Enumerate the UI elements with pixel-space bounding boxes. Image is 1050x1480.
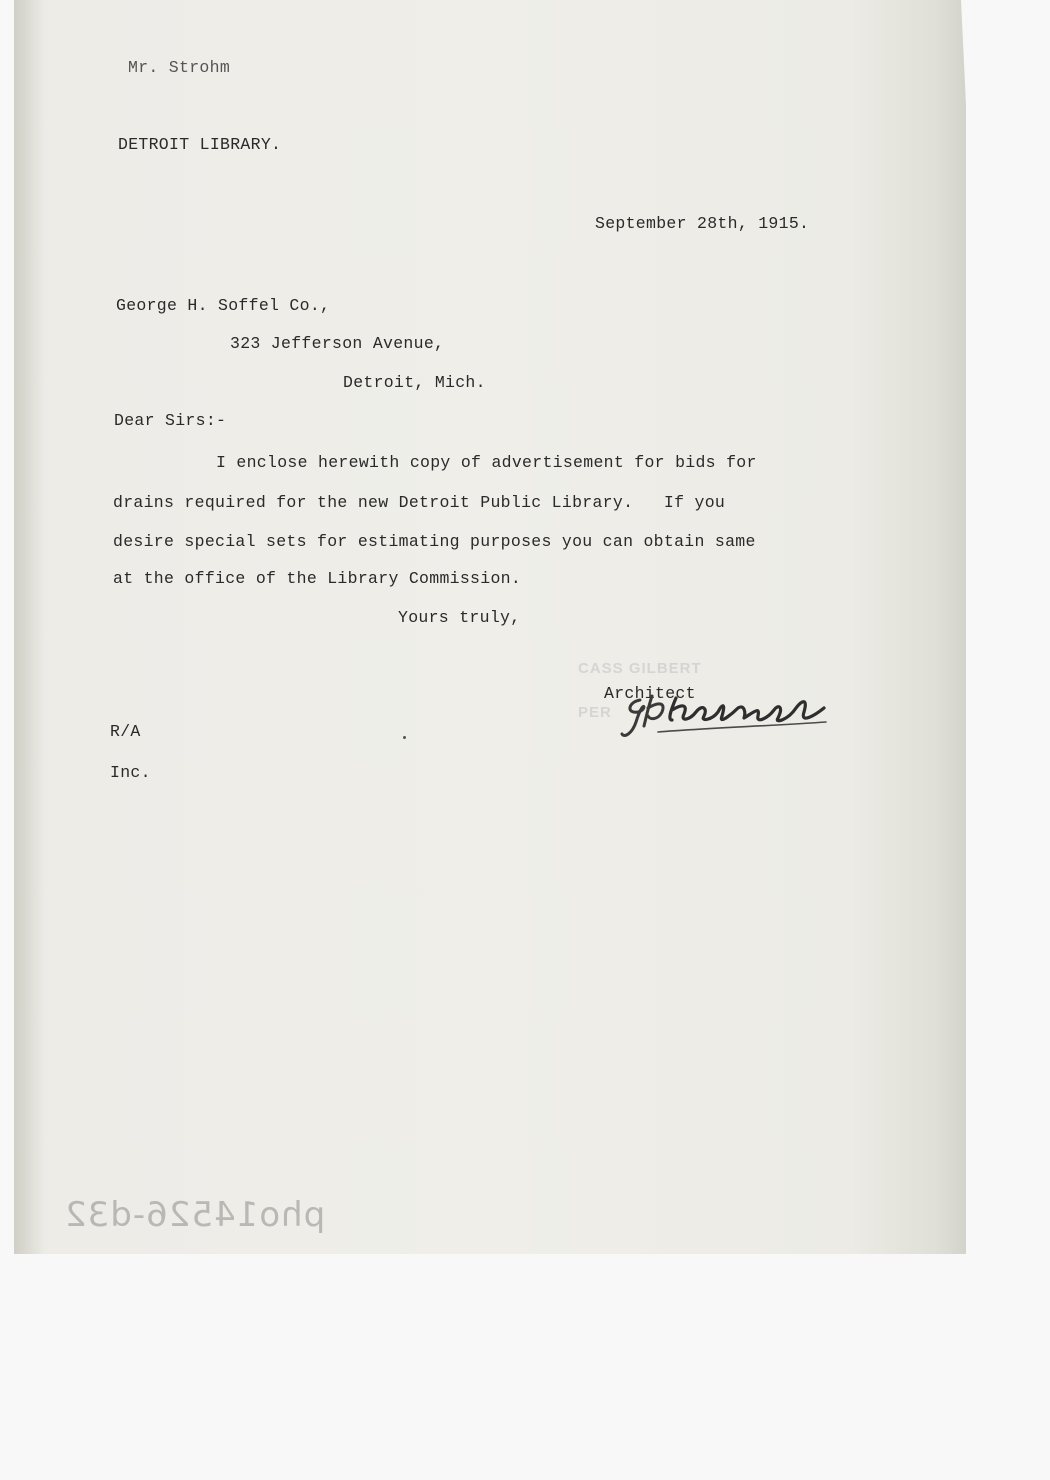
closing: Yours truly, — [398, 608, 521, 627]
typist-initials: R/A — [110, 722, 141, 741]
stamp-line-1: CASS GILBERT — [578, 660, 702, 677]
subject-line: DETROIT LIBRARY. — [118, 135, 282, 154]
body-line-4: at the office of the Library Commission. — [113, 569, 522, 588]
body-line-1: I enclose herewith copy of advertisement for bids for — [216, 453, 757, 472]
address-line-2: 323 Jefferson Avenue, — [230, 334, 445, 353]
letter-paper — [14, 0, 966, 1254]
stamp-line-2: PER — [578, 704, 612, 721]
body-line-2: drains required for the new Detroit Public Library. If you — [113, 493, 726, 512]
paper-edge-shadow — [14, 0, 44, 1254]
archive-pencil-id: pho14526-d32 — [64, 1195, 326, 1235]
paper-speck — [403, 736, 406, 739]
address-line-3: Detroit, Mich. — [343, 373, 486, 392]
salutation: Dear Sirs:- — [114, 411, 227, 430]
address-line-1: George H. Soffel Co., — [116, 296, 331, 315]
recipient-reference: Mr. Strohm — [128, 58, 231, 77]
enclosure-note: Inc. — [110, 763, 151, 782]
letter-date: September 28th, 1915. — [595, 214, 810, 233]
handwritten-signature — [618, 682, 833, 742]
body-line-3: desire special sets for estimating purposes you can obtain same — [113, 532, 756, 551]
signer-title: Architect — [604, 684, 696, 703]
